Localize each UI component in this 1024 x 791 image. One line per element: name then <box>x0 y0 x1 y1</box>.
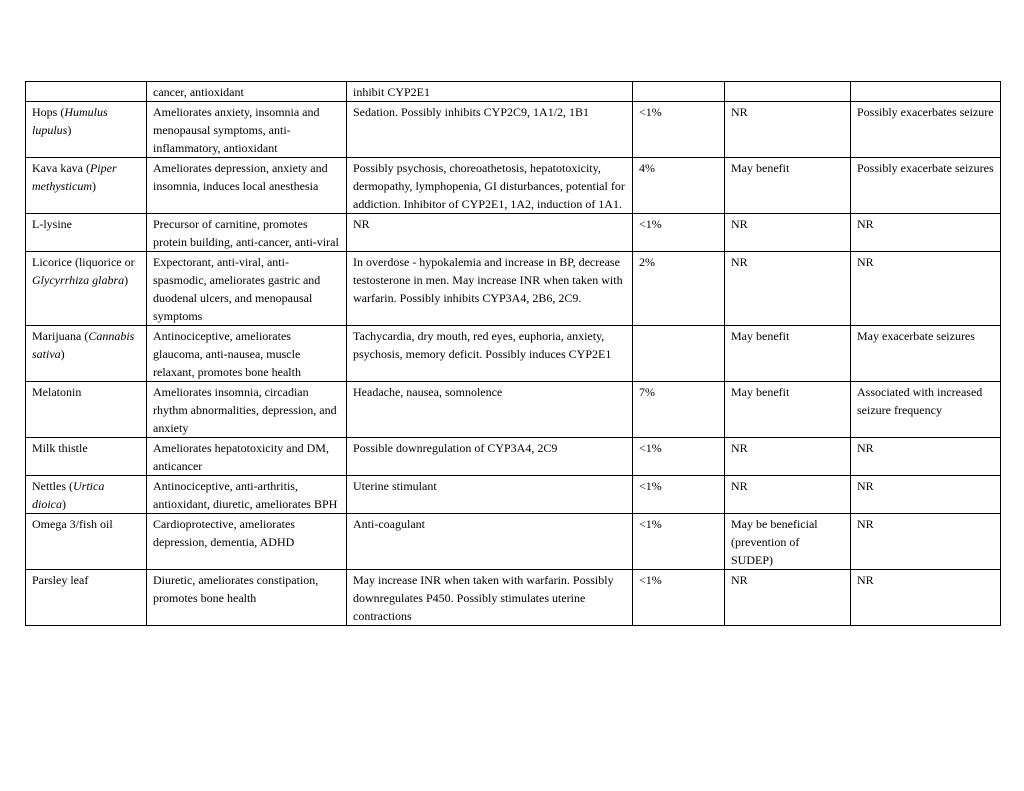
seizure-cell: May exacerbate seizures <box>851 326 1001 382</box>
effects-cell: Headache, nausea, somnolence <box>347 382 633 438</box>
uses-cell: Cardioprotective, ameliorates depression, dementia, ADHD <box>147 514 347 570</box>
seizure-cell: Possibly exacerbates seizure <box>851 102 1001 158</box>
uses-cell: Expectorant, anti-viral, anti-spasmodic, ameliorates gastric and duodenal ulcers, and menopausal symptoms <box>147 252 347 326</box>
percent-cell: 4% <box>633 158 725 214</box>
percent-cell <box>633 326 725 382</box>
benefit-cell: NR <box>725 102 851 158</box>
benefit-cell: May benefit <box>725 382 851 438</box>
effects-cell: May increase INR when taken with warfarin. Possibly downregulates P450. Possibly stimulates uterine contractions <box>347 570 633 626</box>
effects-cell: Possibly psychosis, choreoathetosis, hepatotoxicity, dermopathy, lymphopenia, GI disturbances, potential for addiction. Inhibitor of CYP2E1, 1A2, induction of 1A1. <box>347 158 633 214</box>
effects-cell: NR <box>347 214 633 252</box>
scientific-name: Humulus lupulus <box>32 105 108 137</box>
effects-cell: Possible downregulation of CYP3A4, 2C9 <box>347 438 633 476</box>
herb-name-cell: Omega 3/fish oil <box>26 514 147 570</box>
seizure-cell: NR <box>851 214 1001 252</box>
table-row <box>26 326 1001 382</box>
effects-cell: inhibit CYP2E1 <box>347 82 633 102</box>
table-row <box>26 252 1001 326</box>
herb-name-cell: Milk thistle <box>26 438 147 476</box>
benefit-cell <box>725 82 851 102</box>
seizure-cell <box>851 82 1001 102</box>
uses-cell: Ameliorates hepatotoxicity and DM, anticancer <box>147 438 347 476</box>
percent-cell: <1% <box>633 514 725 570</box>
effects-cell: In overdose - hypokalemia and increase in BP, decrease testosterone in men. May increase INR when taken with warfarin. Possibly inhibits CYP3A4, 2B6, 2C9. <box>347 252 633 326</box>
uses-cell: Ameliorates insomnia, circadian rhythm abnormalities, depression, and anxiety <box>147 382 347 438</box>
benefit-cell: NR <box>725 252 851 326</box>
scientific-name: Urtica dioica <box>32 479 105 511</box>
uses-cell: cancer, antioxidant <box>147 82 347 102</box>
seizure-cell: Possibly exacerbate seizures <box>851 158 1001 214</box>
effects-cell: Tachycardia, dry mouth, red eyes, euphoria, anxiety, psychosis, memory deficit. Possibly induces CYP2E1 <box>347 326 633 382</box>
herb-name-cell: Parsley leaf <box>26 570 147 626</box>
table-row <box>26 570 1001 626</box>
benefit-cell: May benefit <box>725 326 851 382</box>
percent-cell: <1% <box>633 214 725 252</box>
table-row <box>26 438 1001 476</box>
herb-name-cell: Nettles (Urtica dioica) <box>26 476 147 514</box>
herb-name-cell: Hops (Humulus lupulus) <box>26 102 147 158</box>
uses-cell: Diuretic, ameliorates constipation, promotes bone health <box>147 570 347 626</box>
herb-name-cell: Kava kava (Piper methysticum) <box>26 158 147 214</box>
herb-name-cell <box>26 82 147 102</box>
seizure-cell: NR <box>851 438 1001 476</box>
percent-cell: <1% <box>633 102 725 158</box>
herb-table <box>25 81 1001 626</box>
benefit-cell: May be beneficial (prevention of SUDEP) <box>725 514 851 570</box>
seizure-cell: Associated with increased seizure frequency <box>851 382 1001 438</box>
benefit-cell: NR <box>725 214 851 252</box>
seizure-cell: NR <box>851 252 1001 326</box>
effects-cell: Sedation. Possibly inhibits CYP2C9, 1A1/2, 1B1 <box>347 102 633 158</box>
seizure-cell: NR <box>851 476 1001 514</box>
uses-cell: Antinociceptive, anti-arthritis, antioxidant, diuretic, ameliorates BPH <box>147 476 347 514</box>
table-row <box>26 158 1001 214</box>
table-row <box>26 382 1001 438</box>
table-row <box>26 476 1001 514</box>
seizure-cell: NR <box>851 570 1001 626</box>
seizure-cell: NR <box>851 514 1001 570</box>
benefit-cell: NR <box>725 438 851 476</box>
scientific-name: Glycyrrhiza glabra <box>32 273 125 287</box>
percent-cell: <1% <box>633 438 725 476</box>
herb-name-cell: Melatonin <box>26 382 147 438</box>
table-row <box>26 214 1001 252</box>
percent-cell: <1% <box>633 476 725 514</box>
effects-cell: Anti-coagulant <box>347 514 633 570</box>
effects-cell: Uterine stimulant <box>347 476 633 514</box>
benefit-cell: NR <box>725 476 851 514</box>
percent-cell <box>633 82 725 102</box>
benefit-cell: NR <box>725 570 851 626</box>
uses-cell: Antinociceptive, ameliorates glaucoma, anti-nausea, muscle relaxant, promotes bone health <box>147 326 347 382</box>
percent-cell: 2% <box>633 252 725 326</box>
uses-cell: Precursor of carnitine, promotes protein building, anti-cancer, anti-viral <box>147 214 347 252</box>
percent-cell: <1% <box>633 570 725 626</box>
benefit-cell: May benefit <box>725 158 851 214</box>
uses-cell: Ameliorates anxiety, insomnia and menopausal symptoms, anti-inflammatory, antioxidant <box>147 102 347 158</box>
scientific-name: Piper methysticum <box>32 161 117 193</box>
herb-name-cell: Licorice (liquorice or Glycyrrhiza glabra) <box>26 252 147 326</box>
percent-cell: 7% <box>633 382 725 438</box>
herb-name-cell: L-lysine <box>26 214 147 252</box>
scientific-name: Cannabis sativa <box>32 329 135 361</box>
herb-table-body <box>26 82 1001 626</box>
table-row <box>26 102 1001 158</box>
herb-name-cell: Marijuana (Cannabis sativa) <box>26 326 147 382</box>
table-row <box>26 514 1001 570</box>
uses-cell: Ameliorates depression, anxiety and insomnia, induces local anesthesia <box>147 158 347 214</box>
table-row <box>26 82 1001 102</box>
